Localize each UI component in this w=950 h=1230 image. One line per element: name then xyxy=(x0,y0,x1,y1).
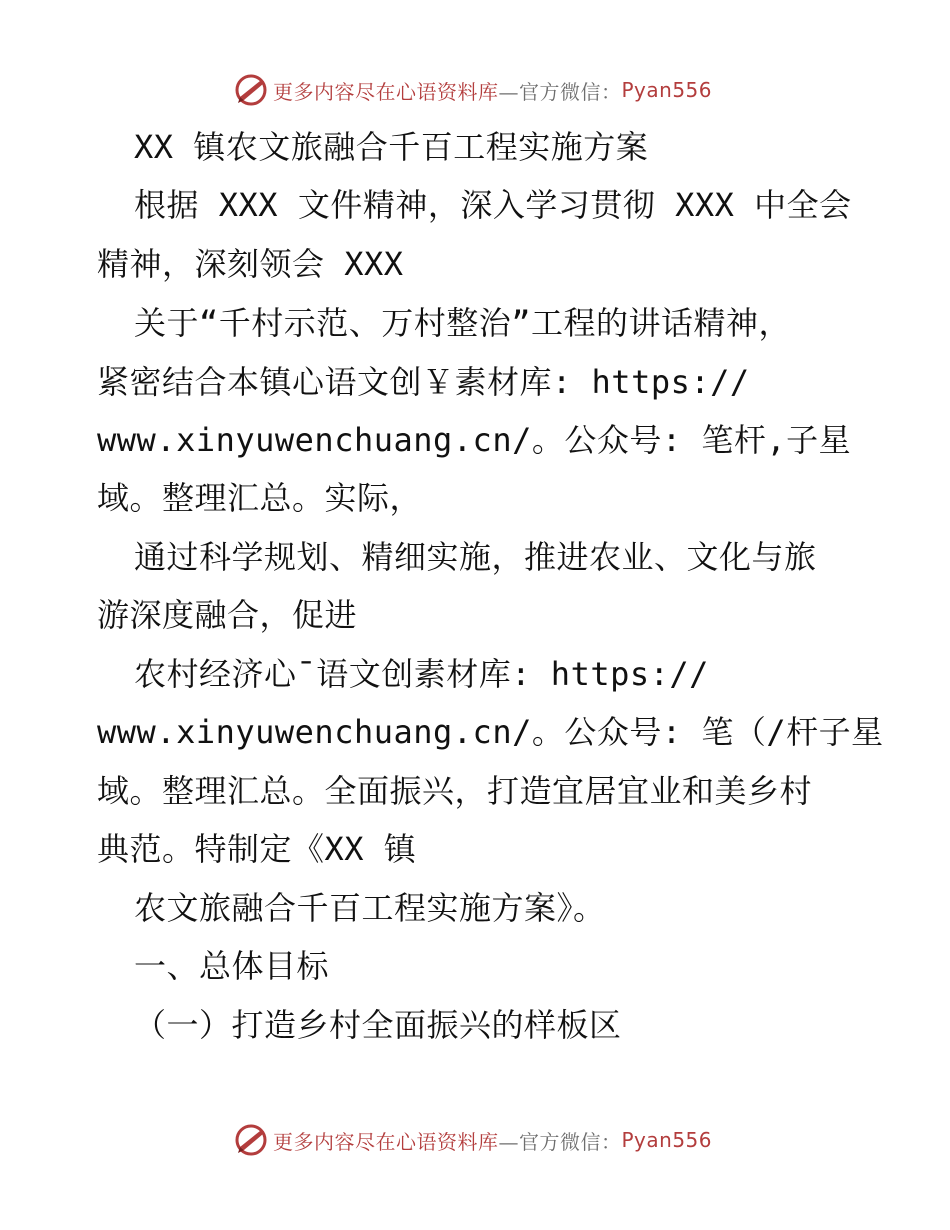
paragraph-line: www.xinyuwenchuang.cn/。公众号: 笔（/杆子星 xyxy=(97,713,884,751)
paragraph-line: 紧密结合本镇心语文创￥素材库: https:// xyxy=(97,363,750,401)
paragraph-line: 域。整理汇总。实际， xyxy=(97,479,423,517)
paragraph-line: 根据 XXX 文件精神，深入学习贯彻 XXX 中全会 xyxy=(134,186,852,224)
paragraph-line: 通过科学规划、精细实施，推进农业、文化与旅 xyxy=(134,538,817,576)
paragraph-line: 域。整理汇总。全面振兴，打造宜居宜业和美乡村 xyxy=(97,772,813,810)
pen-logo-icon xyxy=(234,1123,268,1157)
document-title: XX 镇农文旅融合千百工程实施方案 xyxy=(134,128,649,166)
watermark-sub-text: —官方微信： xyxy=(498,1129,622,1154)
paragraph-line: 农村经济心¯语文创素材库: https:// xyxy=(134,655,709,693)
watermark-main-text: 更多内容尽在心语资料库 xyxy=(273,1129,499,1154)
watermark-main-text: 更多内容尽在心语资料库 xyxy=(273,79,499,104)
paragraph-line: 农文旅融合千百工程实施方案》。 xyxy=(134,889,606,927)
watermark-sub-text: —官方微信： xyxy=(498,79,622,104)
watermark-wechat-id: Pyan556 xyxy=(621,78,713,102)
section-heading: 一、总体目标 xyxy=(134,947,330,985)
paragraph-line: 游深度融合，促进 xyxy=(97,596,358,634)
paragraph-line: 典范。特制定《XX 镇 xyxy=(97,830,417,868)
paragraph-line: www.xinyuwenchuang.cn/。公众号: 笔杆,子星 xyxy=(97,421,852,459)
watermark-footer xyxy=(234,1122,712,1158)
paragraph-line: 精神，深刻领会 XXX xyxy=(97,245,404,283)
watermark-wechat-id: Pyan556 xyxy=(621,1128,713,1152)
paragraph-line: 关于“千村示范、万村整治”工程的讲话精神， xyxy=(134,304,792,342)
subsection-heading: （一）打造乡村全面振兴的样板区 xyxy=(134,1006,622,1044)
